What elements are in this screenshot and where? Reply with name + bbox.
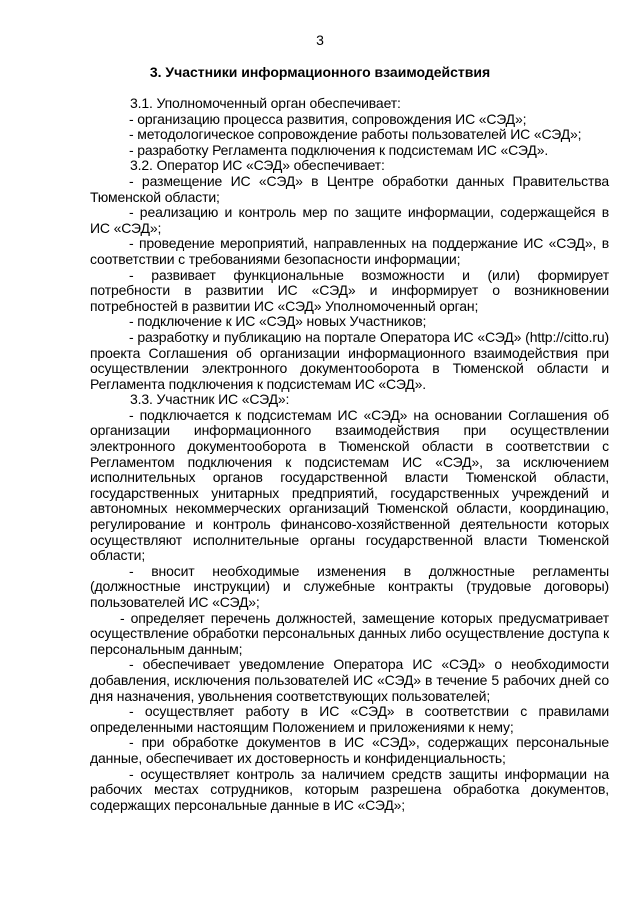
paragraph: - подключение к ИС «СЭД» новых Участников; xyxy=(129,313,427,330)
paragraph: - развивает функциональные возможности и (или) формирует потребности в развитии ИС «СЭД» и информирует о возникновении потребностей в развитии ИС «СЭД» Уполномоченный орган; xyxy=(90,266,609,314)
paragraph: - определяет перечень должностей, замещение которых предусматривает осуществление обработки персональных данных либо осуществление доступа к персональным данным; xyxy=(90,609,609,657)
paragraph: - осуществляет контроль за наличием средств защиты информации на рабочих местах сотрудников, которым разрешена обработка документов, содержащих персональные данные в ИС «СЭД»; xyxy=(90,765,609,813)
paragraph: - вносит необходимые изменения в должностные регламенты (должностные инструкции) и служебные контракты (трудовые договоры) пользователей ИС «СЭД»; xyxy=(90,562,609,610)
paragraph: 3.1. Уполномоченный орган обеспечивает: xyxy=(130,95,401,111)
paragraph: - обеспечивает уведомление Оператора ИС «СЭД» о необходимости добавления, исключения пользователей ИС «СЭД» в течение 5 рабочих дней со дня назначения, увольнения соответствующих пользователей; xyxy=(90,656,609,704)
paragraph: - при обработке документов в ИС «СЭД», содержащих персональные данные, обеспечивает их достоверность и конфиденциальность; xyxy=(90,734,609,766)
paragraph: 3.2. Оператор ИС «СЭД» обеспечивает: xyxy=(130,157,385,174)
paragraph: - методологическое сопровождение работы пользователей ИС «СЭД»; xyxy=(129,126,582,143)
paragraph: - проведение мероприятий, направленных на поддержание ИС «СЭД», в соответствии с требованиями безопасности информации; xyxy=(90,235,609,267)
paragraph: 3.3. Участник ИС «СЭД»: xyxy=(130,391,290,408)
paragraph: - организацию процесса развития, сопровождения ИС «СЭД»; xyxy=(129,110,527,127)
paragraph: - реализацию и контроль мер по защите информации, содержащейся в ИС «СЭД»; xyxy=(90,204,609,236)
document-body xyxy=(90,96,609,813)
paragraph: - разработку Регламента подключения к подсистемам ИС «СЭД». xyxy=(129,141,549,158)
section-title: 3. Участники информационного взаимодействия xyxy=(149,64,491,80)
paragraph: - разработку и публикацию на портале Оператора ИС «СЭД» (http://citto.ru) проекта Соглашения об организации информационного взаимодействия при осуществлении электронного документооборота в Тюменской области и Регламента подключения к подсистемам ИС «СЭД». xyxy=(90,328,609,392)
page-number: 3 xyxy=(316,32,324,48)
paragraph: - подключается к подсистемам ИС «СЭД» на основании Соглашения об организации информационного взаимодействия при осуществлении электронного документооборота в Тюменской области в соответствии с Регламентом подключения к подсистемам ИС «СЭД», за исключением исполнительных органов государственной власти Тюменской области, государственных унитарных предприятий, государственных учреждений и автономных некоммерческих организаций Тюменской области, координацию, регулирование и контроль финансово-хозяйственной деятельности которых осуществляют исполнительные органы государственной власти Тюменской области; xyxy=(90,406,609,564)
paragraph: - размещение ИС «СЭД» в Центре обработки данных Правительства Тюменской области; xyxy=(90,172,609,205)
paragraph: - осуществляет работу в ИС «СЭД» в соответствии с правилами определенными настоящим Положением и приложениями к нему; xyxy=(90,703,609,735)
